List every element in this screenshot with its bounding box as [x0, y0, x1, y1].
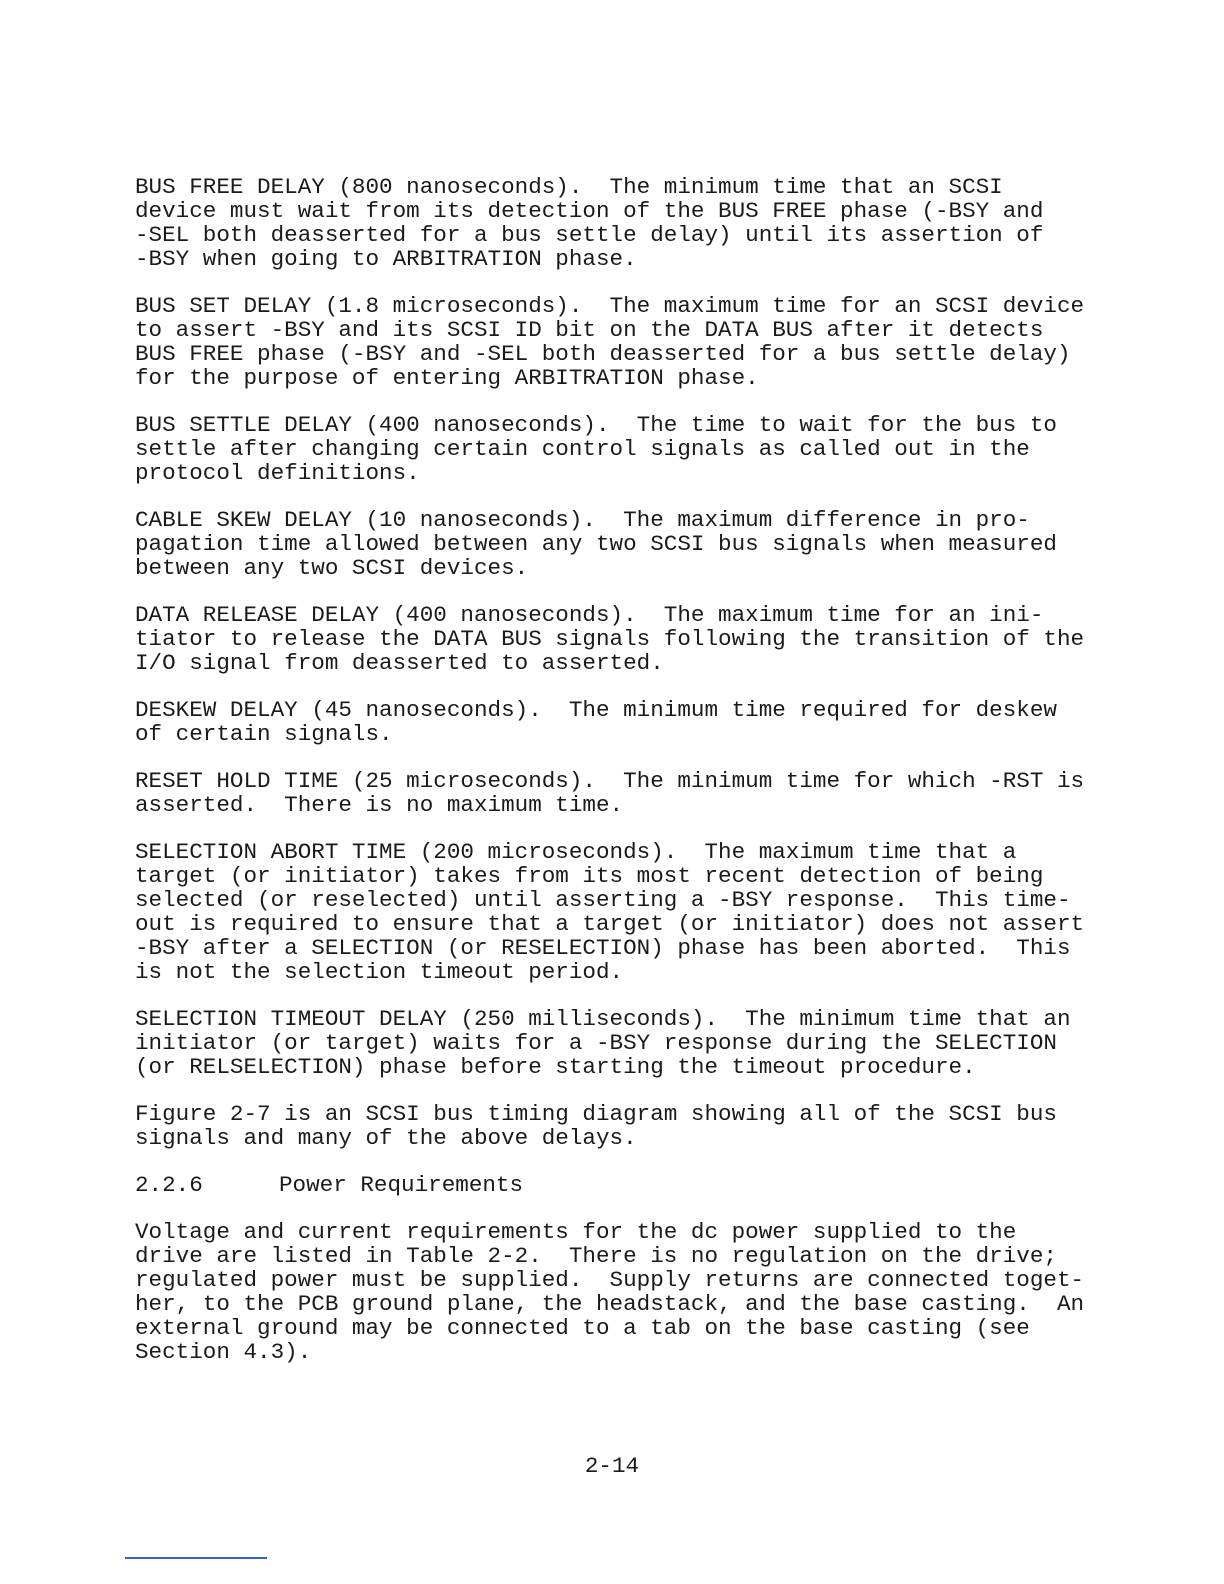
paragraph-deskew-delay: DESKEW DELAY (45 nanoseconds). The minimum time required for deskew of certain signals.: [135, 697, 1057, 747]
section-heading: [135, 1173, 1155, 1197]
paragraph-bus-set-delay: BUS SET DELAY (1.8 microseconds). The maximum time for an SCSI device to assert -BSY and its SCSI ID bit on the DATA BUS after it detects BUS FREE phase (-BSY and -SEL both deasserted for a bus settle delay) for the purpose of entering ARBITRATION phase.: [135, 293, 1085, 391]
footer-rule: [125, 1557, 267, 1559]
section-title: Power Requirements: [279, 1172, 524, 1198]
paragraph-bus-free-delay: BUS FREE DELAY (800 nanoseconds). The minimum time that an SCSI device must wait from its detection of the BUS FREE phase (-BSY and -SEL both deasserted for a bus settle delay) until its assertion of -BSY when going to ARBITRATION phase.: [135, 174, 1044, 272]
paragraph-bus-settle-delay: BUS SETTLE DELAY (400 nanoseconds). The time to wait for the bus to settle after changing certain control signals as called out in the protocol definitions.: [135, 412, 1057, 486]
paragraph-cable-skew-delay: CABLE SKEW DELAY (10 nanoseconds). The maximum difference in pro- pagation time allowed between any two SCSI bus signals when measured between any two SCSI devices.: [135, 507, 1057, 581]
paragraph-selection-abort-time: SELECTION ABORT TIME (200 microseconds). The maximum time that a target (or initiator) takes from its most recent detection of being selected (or reselected) until asserting a -BSY response. This time- out is required to ensure that a target (or initiator) does not assert -BSY after a SELECTION (or RESELECTION) phase has been aborted. This is not the selection timeout period.: [135, 839, 1085, 985]
paragraph-reset-hold-time: RESET HOLD TIME (25 microseconds). The minimum time for which -RST is asserted. There is no maximum time.: [135, 768, 1085, 818]
page-number: 2-14: [584, 1453, 640, 1479]
paragraph-data-release-delay: DATA RELEASE DELAY (400 nanoseconds). The maximum time for an ini- tiator to release the DATA BUS signals following the transition of the I/O signal from deasserted to asserted.: [135, 602, 1085, 676]
paragraph-selection-timeout-delay: SELECTION TIMEOUT DELAY (250 milliseconds). The minimum time that an initiator (or target) waits for a -BSY response during the SELECTION (or RELSELECTION) phase before starting the timeout procedure.: [135, 1006, 1071, 1080]
document-body: [135, 175, 1155, 1387]
section-number: 2.2.6: [135, 1172, 203, 1198]
paragraph-power-requirements: Voltage and current requirements for the dc power supplied to the drive are listed in Table 2-2. There is no regulation on the drive; regulated power must be supplied. Supply returns are connected toget- her, to the PCB ground plane, the headstack, and the base casting. An external ground may be connected to a tab on the base casting (see Section 4.3).: [135, 1219, 1085, 1365]
paragraph-figure-reference: Figure 2-7 is an SCSI bus timing diagram showing all of the SCSI bus signals and many of the above delays.: [135, 1101, 1057, 1151]
